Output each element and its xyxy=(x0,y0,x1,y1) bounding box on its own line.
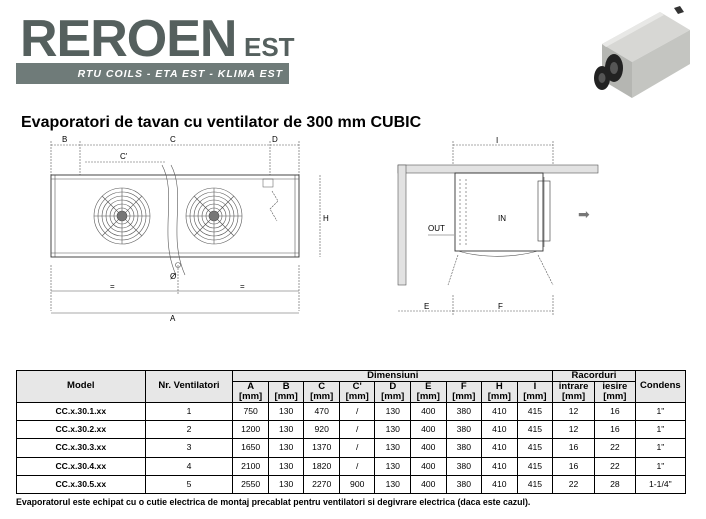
label-out: OUT xyxy=(428,224,445,233)
dim-label-d: D xyxy=(272,135,278,144)
table-cell: 380 xyxy=(446,402,482,420)
subheader-unit: [mm] xyxy=(239,390,263,402)
header-dimensions: Dimensiuni xyxy=(233,371,553,382)
table-cell: 16 xyxy=(594,402,635,420)
header-condens: Condens xyxy=(635,371,685,403)
specifications-table xyxy=(16,370,686,494)
table-cell: 410 xyxy=(482,421,518,439)
front-view-drawing xyxy=(40,135,340,325)
table-cell: 2550 xyxy=(233,475,269,493)
table-cell: 2270 xyxy=(304,475,340,493)
subheader-dim-6 xyxy=(446,381,482,402)
subheader-name: H xyxy=(495,380,503,392)
table-cell: 130 xyxy=(268,457,304,475)
model-cell: CC.x.30.2.xx xyxy=(17,421,146,439)
table-cell: 410 xyxy=(482,457,518,475)
subheader-connection-1 xyxy=(594,381,635,402)
table-cell: / xyxy=(339,439,375,457)
product-photo xyxy=(580,6,692,102)
table-cell: 415 xyxy=(517,457,553,475)
table-cell: 415 xyxy=(517,439,553,457)
dim-label-h: H xyxy=(323,214,329,223)
table-cell: 22 xyxy=(553,475,595,493)
table-cell: 900 xyxy=(339,475,375,493)
table-cell: 12 xyxy=(553,402,595,420)
table-cell: 22 xyxy=(594,457,635,475)
subheader-dim-0 xyxy=(233,381,269,402)
table-cell: 380 xyxy=(446,457,482,475)
logo-suffix: EST xyxy=(244,32,295,62)
subheader-name: A xyxy=(247,380,255,392)
subheader-connection-0 xyxy=(553,381,595,402)
table-cell: 16 xyxy=(553,457,595,475)
model-cell: CC.x.30.3.xx xyxy=(17,439,146,457)
table-cell: 16 xyxy=(594,421,635,439)
header-fans: Nr. Ventilatori xyxy=(145,371,233,403)
subheader-name: F xyxy=(460,380,467,392)
table-row xyxy=(17,475,686,493)
table-cell: 400 xyxy=(411,439,447,457)
dim-label-eq-right: = xyxy=(240,282,245,291)
page-title: Evaporatori de tavan cu ventilator de 300 mm CUBIC xyxy=(21,114,422,131)
table-cell: 920 xyxy=(304,421,340,439)
table-cell: 400 xyxy=(411,475,447,493)
table-cell: 4 xyxy=(145,457,233,475)
subheader-unit: [mm] xyxy=(603,390,627,402)
table-cell: 410 xyxy=(482,402,518,420)
model-cell: CC.x.30.5.xx xyxy=(17,475,146,493)
table-cell: 130 xyxy=(268,402,304,420)
table-cell: 1" xyxy=(635,439,685,457)
table-cell: / xyxy=(339,421,375,439)
table-cell: 400 xyxy=(411,457,447,475)
table-cell: 750 xyxy=(233,402,269,420)
table-cell: 2 xyxy=(145,421,233,439)
table-cell: 130 xyxy=(268,439,304,457)
subheader-name: intrare xyxy=(558,380,589,392)
dim-label-phi: Ø xyxy=(170,272,177,281)
table-cell: 380 xyxy=(446,439,482,457)
table-cell: 130 xyxy=(375,439,411,457)
subheader-dim-5 xyxy=(411,381,447,402)
logo-tagline: RTU COILS - ETA EST - KLIMA EST xyxy=(77,68,283,80)
table-cell: 5 xyxy=(145,475,233,493)
model-cell: CC.x.30.1.xx xyxy=(17,402,146,420)
table-row xyxy=(17,439,686,457)
subheader-unit: [mm] xyxy=(487,390,511,402)
table-cell: 1370 xyxy=(304,439,340,457)
logo-wordmark: REROEN xyxy=(20,10,237,68)
table-cell: / xyxy=(339,402,375,420)
table-cell: 410 xyxy=(482,475,518,493)
dim-label-c: C xyxy=(170,135,176,144)
subheader-unit: [mm] xyxy=(381,390,405,402)
table-cell: 130 xyxy=(268,421,304,439)
table-cell: 3 xyxy=(145,439,233,457)
header-connections: Racorduri xyxy=(553,371,636,382)
airflow-arrow-icon: ➡ xyxy=(578,206,590,222)
side-view-drawing xyxy=(388,135,613,320)
table-cell: 1650 xyxy=(233,439,269,457)
table-cell: 1" xyxy=(635,457,685,475)
table-cell: 380 xyxy=(446,421,482,439)
subheader-unit: [mm] xyxy=(523,390,547,402)
dim-label-e: E xyxy=(424,302,430,311)
table-cell: 16 xyxy=(553,439,595,457)
table-cell: 130 xyxy=(375,475,411,493)
dim-label-eq-left: = xyxy=(110,282,115,291)
table-cell: / xyxy=(339,457,375,475)
subheader-unit: [mm] xyxy=(345,390,369,402)
subheader-name: B xyxy=(282,380,290,392)
footnote: Evaporatorul este echipat cu o cutie electrica de montaj precablat pentru ventilatori si degivrare electrica (daca este cazul). xyxy=(16,497,531,507)
table-cell: 1200 xyxy=(233,421,269,439)
subheader-dim-4 xyxy=(375,381,411,402)
table-cell: 12 xyxy=(553,421,595,439)
table-row xyxy=(17,421,686,439)
subheader-name: E xyxy=(425,380,432,392)
subheader-unit: [mm] xyxy=(416,390,440,402)
table-cell: 130 xyxy=(375,421,411,439)
subheader-name: C xyxy=(318,380,326,392)
table-row xyxy=(17,402,686,420)
table-cell: 130 xyxy=(375,402,411,420)
table-cell: 1" xyxy=(635,421,685,439)
subheader-unit: [mm] xyxy=(452,390,476,402)
table-cell: 22 xyxy=(594,439,635,457)
dim-label-c-prime: C' xyxy=(120,152,128,161)
table-cell: 470 xyxy=(304,402,340,420)
dim-label-f: F xyxy=(498,302,503,311)
company-logo xyxy=(16,10,295,84)
table-body xyxy=(17,402,686,493)
table-cell: 28 xyxy=(594,475,635,493)
subheader-dim-1 xyxy=(268,381,304,402)
subheader-name: C' xyxy=(352,380,362,392)
dim-label-b: B xyxy=(62,135,68,144)
label-in: IN xyxy=(498,214,506,223)
dim-label-a: A xyxy=(170,314,176,323)
subheader-unit: [mm] xyxy=(274,390,298,402)
table-cell: 410 xyxy=(482,439,518,457)
model-cell: CC.x.30.4.xx xyxy=(17,457,146,475)
subheader-unit: [mm] xyxy=(561,390,586,402)
subheader-name: I xyxy=(533,380,537,392)
header-model: Model xyxy=(17,371,146,403)
subheader-dim-3 xyxy=(339,381,375,402)
table-cell: 130 xyxy=(375,457,411,475)
table-cell: 130 xyxy=(268,475,304,493)
table-cell: 1 xyxy=(145,402,233,420)
table-cell: 1820 xyxy=(304,457,340,475)
table-cell: 380 xyxy=(446,475,482,493)
table-cell: 415 xyxy=(517,475,553,493)
dim-label-i: I xyxy=(496,136,499,145)
subheader-name: iesire xyxy=(602,380,628,392)
table-cell: 400 xyxy=(411,421,447,439)
table-cell: 1-1/4" xyxy=(635,475,685,493)
table-cell: 415 xyxy=(517,421,553,439)
table-cell: 400 xyxy=(411,402,447,420)
table-cell: 415 xyxy=(517,402,553,420)
subheader-name: D xyxy=(389,380,397,392)
subheader-unit: [mm] xyxy=(310,390,334,402)
subheader-dim-2 xyxy=(304,381,340,402)
table-row xyxy=(17,457,686,475)
table-cell: 1" xyxy=(635,402,685,420)
subheader-dim-7 xyxy=(482,381,518,402)
table-cell: 2100 xyxy=(233,457,269,475)
subheader-dim-8 xyxy=(517,381,553,402)
